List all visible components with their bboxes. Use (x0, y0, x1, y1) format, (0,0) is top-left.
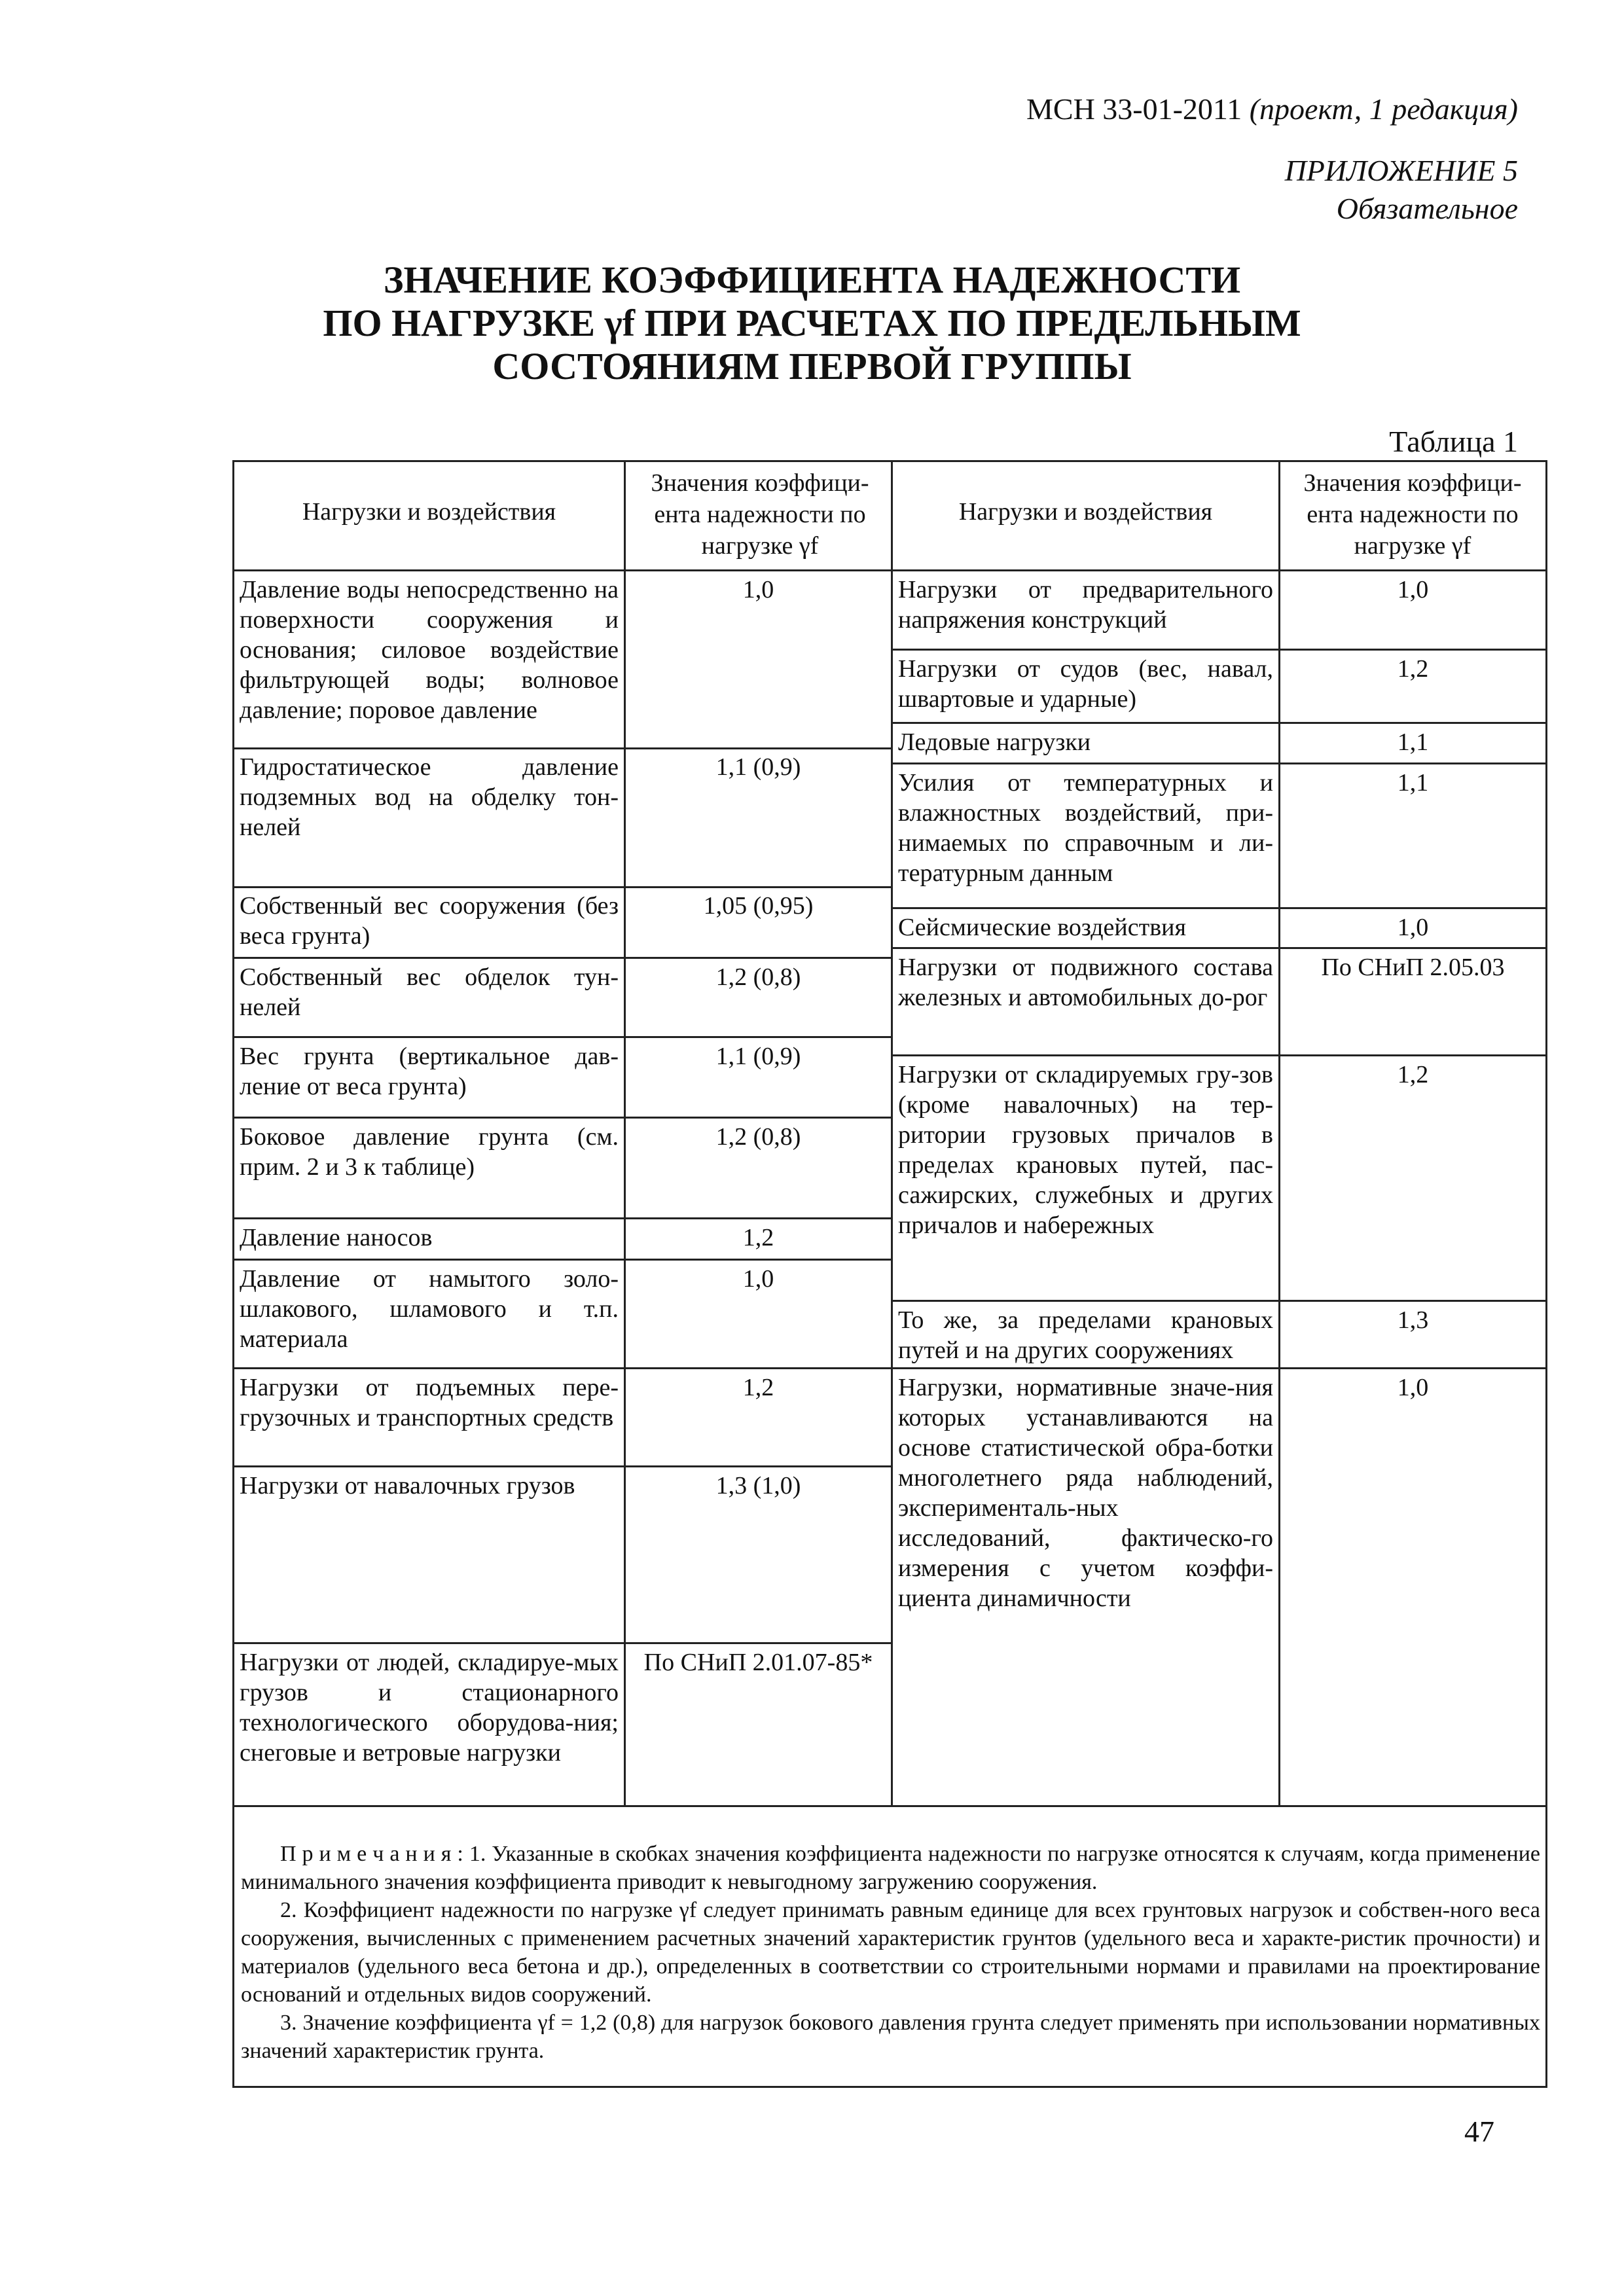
row-divider (234, 1642, 893, 1644)
row-divider (891, 649, 1545, 651)
right-row-3-name: Ледовые нагрузки (898, 728, 1091, 756)
row-divider (234, 1465, 893, 1467)
left-row-2-value: 1,1 (0,9) (715, 753, 801, 781)
row-divider (234, 1036, 893, 1038)
row-divider (234, 1117, 893, 1119)
right-row-9-name: Нагрузки, нормативные значе-ния которых устанавливаются на основе статистической обра-ботки многолетнего ряда наблюдений, эксперименталь-ных исследований, фактическо-го измерения с учетом коэффи-циента динамичности (898, 1374, 1273, 1612)
load-factor-table (232, 460, 1547, 2088)
right-row-4-name: Усилия от температурных и влажностных воздействий, при-нимаемых по справочным и ли-тературным данным (898, 769, 1273, 887)
row-divider (891, 722, 1545, 724)
left-row-4-value: 1,2 (0,8) (715, 963, 801, 991)
row-divider (234, 747, 893, 749)
title-line-1: ЗНАЧЕНИЕ КОЭФФИЦИЕНТА НАДЕЖНОСТИ (383, 259, 1241, 301)
table-label: Таблица 1 (1389, 425, 1518, 458)
page-title (0, 259, 1624, 388)
left-row-7-name: Давление наносов (240, 1224, 433, 1251)
title-line-2: ПО НАГРУЗКЕ γf ПРИ РАСЧЕТАХ ПО ПРЕДЕЛЬНЫМ (323, 302, 1301, 344)
left-row-3-name: Собственный вес сооружения (без веса грунта) (240, 892, 619, 950)
doc-code: МСН 33-01-2011 (1026, 92, 1242, 126)
left-row-10-name: Нагрузки от навалочных грузов (240, 1472, 575, 1499)
header-divider (234, 569, 1545, 571)
left-row-10-value: 1,3 (1,0) (715, 1472, 801, 1499)
header-loads-left: Нагрузки и воздействия (302, 498, 556, 526)
right-row-7-value: 1,2 (1397, 1061, 1429, 1088)
row-divider (891, 907, 1545, 909)
left-row-5-value: 1,1 (0,9) (715, 1043, 801, 1070)
note-1: 1. Указанные в скобках значения коэффициента надежности по нагрузке относятся к случаям, когда применение минимального значения коэффициента приводит к невыгодному загружению сооружения. (241, 1842, 1540, 1894)
left-row-2-name: Гидростатическое давление подземных вод на обделку тон-нелей (240, 753, 619, 841)
left-row-4-name: Собственный вес обделок тун-нелей (240, 963, 619, 1021)
row-divider (891, 1367, 1545, 1369)
notes-label: П р и м е ч а н и я : (280, 1842, 463, 1866)
right-row-2-name: Нагрузки от судов (вес, навал, швартовые и ударные) (898, 655, 1273, 713)
row-divider (891, 1054, 1545, 1056)
right-row-8-value: 1,3 (1397, 1306, 1429, 1334)
right-row-6-value: По СНиП 2.05.03 (1321, 954, 1505, 981)
right-row-9-value: 1,0 (1397, 1374, 1429, 1401)
right-row-2-value: 1,2 (1397, 655, 1429, 683)
left-row-11-name: Нагрузки от людей, складируе-мых грузов и стационарного технологического оборудова-ния; снеговые и ветровые нагрузки (240, 1649, 619, 1767)
title-line-3: СОСТОЯНИЯМ ПЕРВОЙ ГРУППЫ (492, 345, 1132, 387)
left-row-6-name: Боковое давление грунта (см. прим. 2 и 3 к таблице) (240, 1123, 619, 1181)
left-row-6-value: 1,2 (0,8) (715, 1123, 801, 1151)
right-row-7-name: Нагрузки от складируемых гру-зов (кроме навалочных) на тер-ритории грузовых причалов в пределах крановых путей, пас-сажирских, служебных и других причалов и набережных (898, 1061, 1273, 1239)
left-row-1-name: Давление воды непосредственно на поверхности сооружения и основания; силовое воздействие фильтрующей воды; волновое давление; поровое давление (240, 576, 619, 724)
right-row-1-value: 1,0 (1397, 576, 1429, 603)
row-divider (234, 1217, 893, 1219)
left-row-5-name: Вес грунта (вертикальное дав-ление от веса грунта) (240, 1043, 619, 1100)
note-2: 2. Коэффициент надежности по нагрузке γf следует принимать равным единице для всех грунтовых нагрузок и собствен-ного веса сооружения, вычисленных с применением расчетных значений характеристик грунтов (удельного веса и характе-ристик прочности) и материалов (удельного веса бетона и др.), определенных в соответствии со строительными нормами и правилами на проектирование оснований и отдельных видов сооружений. (241, 1898, 1540, 2007)
page-number: 47 (1464, 2115, 1494, 2148)
header-factor-left: Значения коэффици-ента надежности по нагрузке γf (651, 469, 869, 560)
appendix-type: Обязательное (1336, 192, 1518, 225)
row-divider (234, 957, 893, 959)
notes-divider (234, 1805, 1545, 1807)
right-row-6-name: Нагрузки от подвижного состава железных и автомобильных до-рог (898, 954, 1273, 1011)
row-divider (234, 1259, 893, 1261)
table-notes (241, 1840, 1540, 2065)
appendix-number: ПРИЛОЖЕНИЕ 5 (1284, 154, 1518, 187)
row-divider (891, 762, 1545, 764)
document-code (1026, 92, 1518, 126)
note-3: 3. Значение коэффициента γf = 1,2 (0,8) для нагрузок бокового давления грунта следует применять при использовании нормативных значений характеристик грунта. (241, 2011, 1540, 2063)
right-row-5-name: Сейсмические воздействия (898, 914, 1186, 941)
row-divider (891, 1300, 1545, 1302)
appendix-header (1285, 152, 1518, 228)
header-factor-right: Значения коэффици-ента надежности по нагрузке γf (1303, 469, 1522, 560)
row-divider (891, 947, 1545, 949)
right-row-5-value: 1,0 (1397, 914, 1429, 941)
left-row-9-value: 1,2 (742, 1374, 774, 1401)
right-row-4-value: 1,1 (1397, 769, 1429, 797)
right-row-3-value: 1,1 (1397, 728, 1429, 756)
left-row-7-value: 1,2 (742, 1224, 774, 1251)
left-row-11-value: По СНиП 2.01.07-85* (643, 1649, 873, 1676)
left-row-9-name: Нагрузки от подъемных пере-грузочных и транспортных средств (240, 1374, 619, 1431)
row-divider (234, 886, 893, 888)
left-row-8-value: 1,0 (742, 1265, 774, 1293)
row-divider (234, 1367, 893, 1369)
right-row-8-name: То же, за пределами крановых путей и на других сооружениях (898, 1306, 1273, 1364)
right-row-1-name: Нагрузки от предварительного напряжения конструкций (898, 576, 1273, 634)
doc-status: (проект, 1 редакция) (1249, 92, 1518, 126)
header-loads-right: Нагрузки и воздействия (958, 498, 1213, 526)
left-row-8-name: Давление от намытого золо-шлакового, шламового и т.п. материала (240, 1265, 619, 1353)
left-row-3-value: 1,05 (0,95) (703, 892, 814, 920)
left-row-1-value: 1,0 (742, 576, 774, 603)
